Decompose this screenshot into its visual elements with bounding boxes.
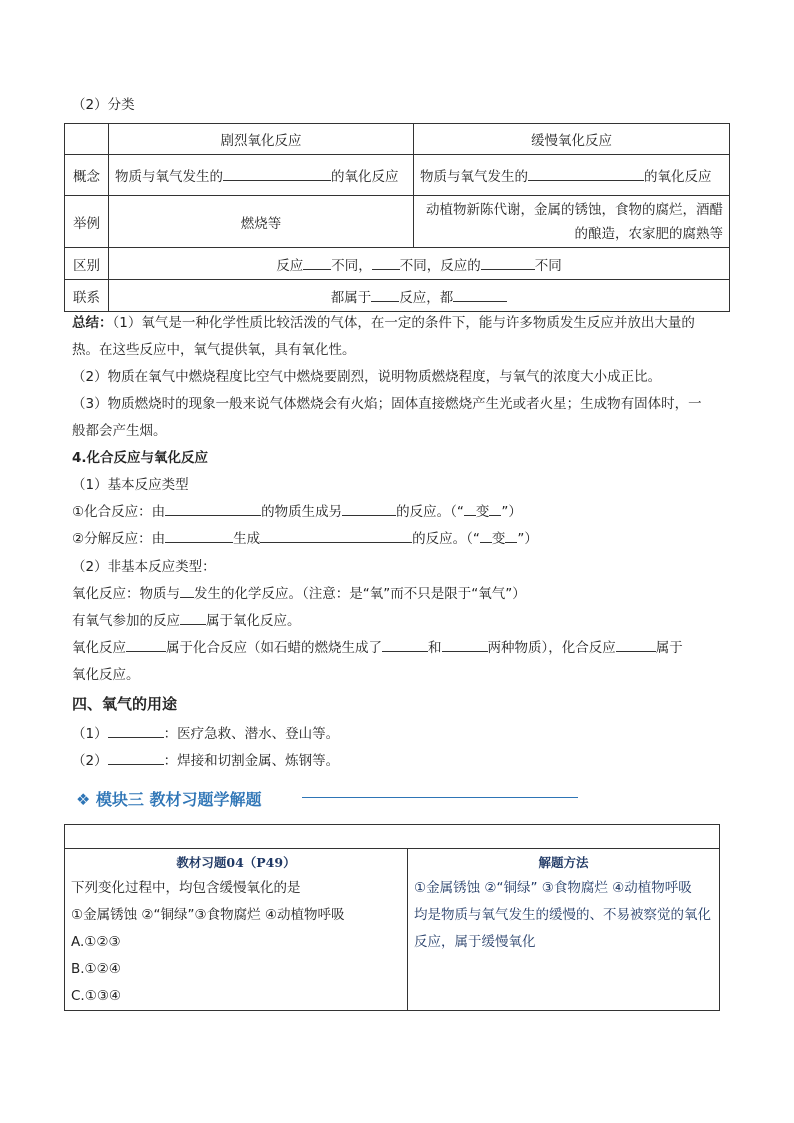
connection-content: 都属于 反应，都	[109, 280, 730, 312]
use-item-2: （2） ：焊接和切割金属、炼钢等。	[72, 750, 339, 772]
exercise-title: 教材习题04（P49）	[176, 855, 296, 870]
concept-row	[65, 155, 730, 196]
basic-types-title: （1）基本反应类型	[72, 477, 189, 493]
section4-title: 4.化合反应与氧化反应	[72, 450, 209, 466]
solution-line-3: 反应，属于缓慢氧化	[414, 934, 536, 950]
module-header	[76, 787, 262, 810]
blank[interactable]	[481, 255, 535, 270]
header-slow: 缓慢氧化反应	[414, 124, 730, 155]
difference-label: 区别	[65, 248, 109, 280]
connection-row	[65, 280, 730, 312]
concept-label: 概念	[65, 155, 109, 196]
blank[interactable]	[342, 501, 396, 516]
blank[interactable]	[180, 610, 206, 625]
module-divider	[302, 797, 578, 798]
combination-reaction: ①化合反应：由 的物质生成另 的反应。（“ 变 ”）	[72, 501, 522, 523]
classification-heading: （2）分类	[72, 97, 135, 113]
nonbasic-types-title: （2）非基本反应类型：	[72, 559, 216, 575]
blank[interactable]	[180, 583, 194, 598]
concept-violent: 物质与氧气发生的 的氧化反应	[109, 155, 414, 196]
oxidation-relation-end: 氧化反应。	[72, 667, 140, 683]
option-c[interactable]: C.①③④	[71, 988, 122, 1004]
example-violent: 燃烧等	[109, 196, 414, 248]
option-b[interactable]: B.①②④	[71, 961, 121, 977]
blank[interactable]	[260, 528, 412, 543]
blank[interactable]	[165, 528, 233, 543]
oxidation-relation: 氧化反应 属于化合反应（如石蜡的燃烧生成了 和 两种物质），化合反应 属于	[72, 637, 683, 659]
exercise-question: 下列变化过程中，均包含缓慢氧化的是	[71, 880, 301, 896]
example-slow: 动植物新陈代谢，金属的锈蚀，食物的腐烂，酒醋 的酿造，农家肥的腐熟等	[414, 196, 730, 248]
blank[interactable]	[442, 637, 488, 652]
difference-row	[65, 248, 730, 280]
oxygen-participation: 有氧气参加的反应 属于氧化反应。	[72, 610, 301, 632]
summary-line-1: 总结：（1）氧气是一种化学性质比较活泼的气体，在一定的条件下，能与许多物质发生反应并放出大量的	[72, 315, 695, 331]
blank[interactable]	[453, 287, 507, 302]
classification-table	[64, 123, 730, 312]
blank[interactable]	[464, 501, 476, 516]
concept-slow: 物质与氧气发生的 的氧化反应	[414, 155, 730, 196]
summary-line-3: （2）物质在氧气中燃烧程度比空气中燃烧要剧烈，说明物质燃烧程度，与氧气的浓度大小成正比。	[72, 369, 662, 385]
table-header-row	[65, 124, 730, 155]
diamond-arrow-icon: ❖	[76, 790, 91, 809]
uses-title: 四、氧气的用途	[72, 695, 178, 713]
connection-label: 联系	[65, 280, 109, 312]
exercise-top-row	[65, 825, 720, 849]
oxidation-definition: 氧化反应：物质与 发生的化学反应。（注意：是“氧”而不只是限于“氧气”）	[72, 583, 526, 605]
exercise-table	[64, 824, 720, 1011]
blank[interactable]	[489, 501, 501, 516]
example-row	[65, 196, 730, 248]
solution-cell	[408, 849, 720, 1011]
exercise-items: ①金属锈蚀 ②“铜绿”③食物腐烂 ④动植物呼吸	[71, 907, 345, 923]
blank[interactable]	[616, 637, 656, 652]
solution-line-2: 均是物质与氧气发生的缓慢的、不易被察觉的氧化	[414, 907, 711, 923]
summary-line-4: （3）物质燃烧时的现象一般来说气体燃烧会有火焰；固体直接燃烧产生光或者火星；生成物有固体时，一	[72, 396, 702, 412]
solution-line-1: ①金属锈蚀 ②“铜绿” ③食物腐烂 ④动植物呼吸	[414, 880, 692, 896]
blank[interactable]	[165, 501, 261, 516]
exercise-question-cell	[65, 849, 408, 1011]
summary-line-5: 般都会产生烟。	[72, 423, 167, 439]
summary-line-2: 热。在这些反应中，氧气提供氧，具有氧化性。	[72, 342, 356, 358]
summary-label: 总结：	[72, 315, 113, 331]
decomposition-reaction: ②分解反应：由 生成 的反应。（“ 变 ”）	[72, 528, 538, 550]
header-violent: 剧烈氧化反应	[109, 124, 414, 155]
blank[interactable]	[372, 255, 400, 270]
blank[interactable]	[108, 723, 164, 738]
blank[interactable]	[371, 287, 399, 302]
blank[interactable]	[108, 750, 164, 765]
example-label: 举例	[65, 196, 109, 248]
difference-content: 反应 不同， 不同，反应的 不同	[109, 248, 730, 280]
blank[interactable]	[382, 637, 428, 652]
solution-title: 解题方法	[538, 855, 589, 870]
use-item-1: （1） ：医疗急救、潜水、登山等。	[72, 723, 339, 745]
blank[interactable]	[126, 637, 166, 652]
exercise-body-row	[65, 849, 720, 1011]
blank[interactable]	[223, 166, 331, 181]
module-title: 模块三 教材习题学解题	[95, 790, 262, 809]
option-a[interactable]: A.①②③	[71, 934, 121, 950]
blank[interactable]	[303, 255, 331, 270]
blank[interactable]	[505, 528, 517, 543]
blank[interactable]	[480, 528, 492, 543]
blank[interactable]	[528, 166, 644, 181]
